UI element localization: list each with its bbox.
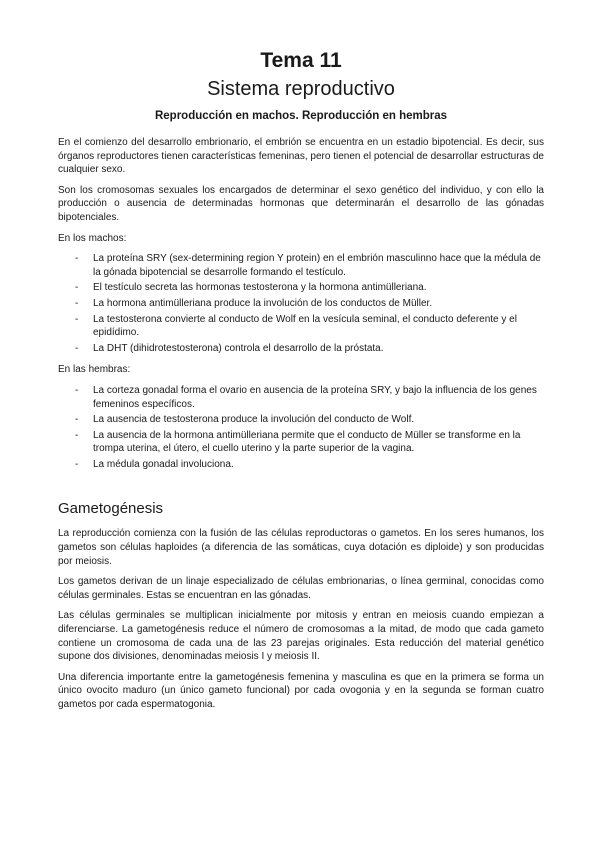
list-item <box>58 281 544 295</box>
dash-bullet: - <box>75 458 79 470</box>
dash-bullet: - <box>75 384 79 396</box>
list-item <box>58 413 544 427</box>
list-item <box>58 297 544 311</box>
list-item-text: La ausencia de la hormona antimülleriana permite que el conducto de Müller se transforme en la trompa uterina, el útero, el cuello uterino y la parte superior de la vagina. <box>93 429 521 455</box>
gametogenesis-paragraph: La reproducción comienza con la fusión de las células reproductoras o gametos. En los seres humanos, los gametos son células haploides (a diferencia de las somáticas, cuya dotación es diploide) y son producidas por meiosis. <box>58 528 544 567</box>
list-item <box>58 429 544 456</box>
dash-bullet: - <box>75 414 79 426</box>
dash-bullet: - <box>75 342 79 354</box>
hembras-label: En las hembras: <box>58 364 131 376</box>
list-item-text: La médula gonadal involuciona. <box>93 458 234 470</box>
gametogenesis-paragraph: Las células germinales se multiplican inicialmente por mitosis y entran en meiosis cuando empiezan a diferenciarse. La gametogénesis reduce el número de cromosomas a la mitad, de modo que cada gameto contiene un cromosoma de cada una de las 23 parejas originales. Esta reducción del material genético supone dos divisiones, denominadas meiosis I y meiosis II. <box>58 610 544 663</box>
list-item-text: La testosterona convierte al conducto de Wolf en la vesícula seminal, el conducto deferente y el epidídimo. <box>93 313 517 339</box>
list-item <box>58 252 544 279</box>
page-subtitle: Sistema reproductivo <box>207 78 395 100</box>
intro-paragraph: Son los cromosomas sexuales los encargados de determinar el sexo genético del individuo, y con ello la producción o ausencia de determinadas hormonas que determinarán el desarrollo de las gónadas bipotenciales. <box>58 184 544 223</box>
dash-bullet: - <box>75 429 79 441</box>
list-item-text: El testículo secreta las hormonas testosterona y la hormona antimülleriana. <box>93 282 427 294</box>
list-item <box>58 342 544 356</box>
machos-list <box>58 252 544 355</box>
list-item <box>58 458 544 472</box>
list-item <box>58 384 544 411</box>
dash-bullet: - <box>75 297 79 309</box>
hembras-list <box>58 384 544 472</box>
intro-paragraph: En el comienzo del desarrollo embrionario, el embrión se encuentra en un estadio bipotencial. Es decir, sus órganos reproductores tienen características femeninas, pero tienen el potencial de desarrollar estructuras de cualquier sexo. <box>58 137 544 176</box>
list-item <box>58 313 544 340</box>
dash-bullet: - <box>75 282 79 294</box>
dash-bullet: - <box>75 253 79 265</box>
machos-label: En los machos: <box>58 232 127 244</box>
list-item-text: La DHT (dihidrotestosterona) controla el desarrollo de la próstata. <box>93 342 384 354</box>
section-heading: Reproducción en machos. Reproducción en hembras <box>154 110 448 122</box>
list-item-text: La ausencia de testosterona produce la involución del conducto de Wolf. <box>93 414 415 426</box>
gametogenesis-title: Gametogénesis <box>58 500 164 518</box>
list-item-text: La hormona antimülleriana produce la involución de los conductos de Müller. <box>93 297 433 309</box>
dash-bullet: - <box>75 313 79 325</box>
list-item-text: La proteína SRY (sex-determining region Y protein) en el embrión masculinno hace que la médula de la gónada bipotencial se desarrolle formando el testículo. <box>93 253 541 278</box>
page-title: Tema 11 <box>260 49 342 72</box>
gametogenesis-paragraph: Una diferencia importante entre la gametogénesis femenina y masculina es que en la primera se forma un único ovocito maduro (un único gameto funcional) por cada ovogonia y en la segunda se forman cuatro gametos por cada espermatogonia. <box>58 671 544 710</box>
list-item-text: La corteza gonadal forma el ovario en ausencia de la proteína SRY, y bajo la influencia de los genes femeninos específicos. <box>93 384 537 410</box>
gametogenesis-paragraph: Los gametos derivan de un linaje especializado de células embrionarias, o línea germinal, conocidas como células germinales. Estas se encuentran en las gónadas. <box>58 576 544 601</box>
